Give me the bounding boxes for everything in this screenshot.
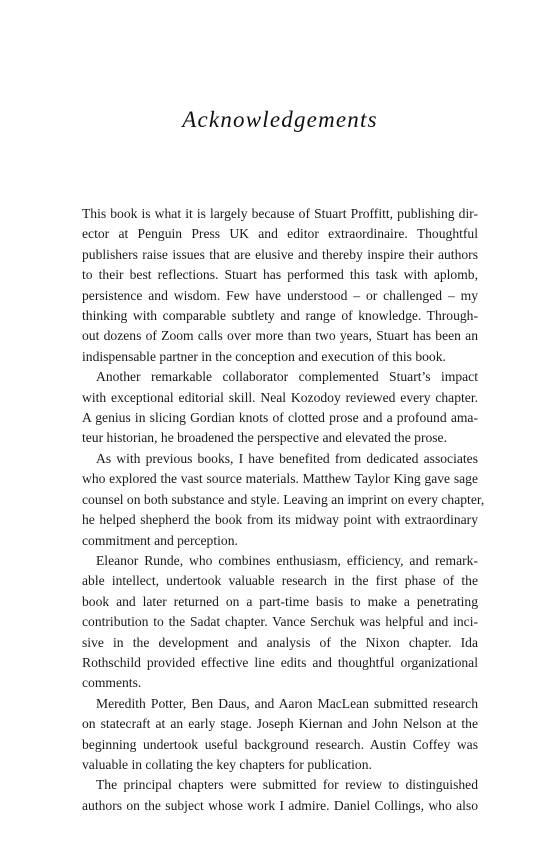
- acknowledgements-body: [82, 204, 485, 816]
- text-line: authors on the subject whose work I admire. Daniel Collings, who also: [82, 797, 478, 813]
- text-line: beginning undertook useful background research. Austin Coffey was: [82, 736, 478, 752]
- text-line: A genius in slicing Gordian knots of clotted prose and a profound ama-: [82, 410, 478, 426]
- text-line: ector at Penguin Press UK and editor extraordinaire. Thoughtful: [82, 226, 478, 242]
- text-line: out dozens of Zoom calls over more than two years, Stuart has been an: [82, 328, 478, 344]
- text-line: This book is what it is largely because of Stuart Proffitt, publishing dir-: [82, 206, 478, 221]
- text-line: thinking with comparable subtlety and range of knowledge. Through-: [82, 308, 478, 324]
- text-line: comments.: [82, 675, 142, 691]
- paragraph: [82, 204, 478, 367]
- text-line: who explored the vast source materials. Matthew Taylor King gave sage: [82, 471, 478, 487]
- text-line: to their best reflections. Stuart has performed this task with aplomb,: [82, 267, 478, 283]
- text-line: commitment and perception.: [82, 532, 238, 548]
- text-line: teur historian, he broadened the perspective and elevated the prose.: [82, 430, 447, 446]
- text-line: with exceptional editorial skill. Neal Kozodoy reviewed every chapter.: [82, 389, 478, 405]
- text-line: valuable in collating the key chapters for publication.: [82, 756, 372, 772]
- text-line: Rothschild provided effective line edits and thoughtful organizational: [82, 654, 478, 670]
- text-line: As with previous books, I have benefited from dedicated associates: [96, 450, 478, 466]
- text-line: he helped shepherd the book from its midway point with extraordinary: [82, 512, 478, 528]
- text-line: on statecraft at an early stage. Joseph Kiernan and John Nelson at the: [82, 716, 478, 732]
- paragraph: [82, 449, 485, 551]
- text-line: able intellect, undertook valuable research in the first phase of the: [82, 573, 478, 589]
- text-line: persistence and wisdom. Few have understood – or challenged – my: [82, 287, 478, 303]
- text-line: Another remarkable collaborator complemented Stuart’s impact: [96, 369, 478, 385]
- text-line: book and later returned on a part-time basis to make a penetrating: [82, 593, 478, 609]
- text-line: Meredith Potter, Ben Daus, and Aaron MacLean submitted research: [96, 695, 478, 711]
- text-line: publishers raise issues that are elusive and thereby inspire their authors: [82, 246, 478, 262]
- paragraph: [82, 551, 478, 694]
- text-line: contribution to the Sadat chapter. Vance Serchuk was helpful and inci-: [82, 614, 478, 630]
- paragraph: [82, 694, 478, 776]
- text-line: The principal chapters were submitted for review to distinguished: [96, 777, 478, 793]
- text-line: Eleanor Runde, who combines enthusiasm, efficiency, and remark-: [96, 552, 478, 568]
- text-line: sive in the development and analysis of the Nixon chapter. Ida: [82, 634, 478, 650]
- text-line: indispensable partner in the conception and execution of this book.: [82, 348, 446, 364]
- page-title: Acknowledgements: [182, 107, 378, 132]
- paragraph: [82, 367, 478, 449]
- text-line: counsel on both substance and style. Leaving an imprint on every chapter,: [82, 491, 485, 507]
- paragraph: [82, 775, 478, 816]
